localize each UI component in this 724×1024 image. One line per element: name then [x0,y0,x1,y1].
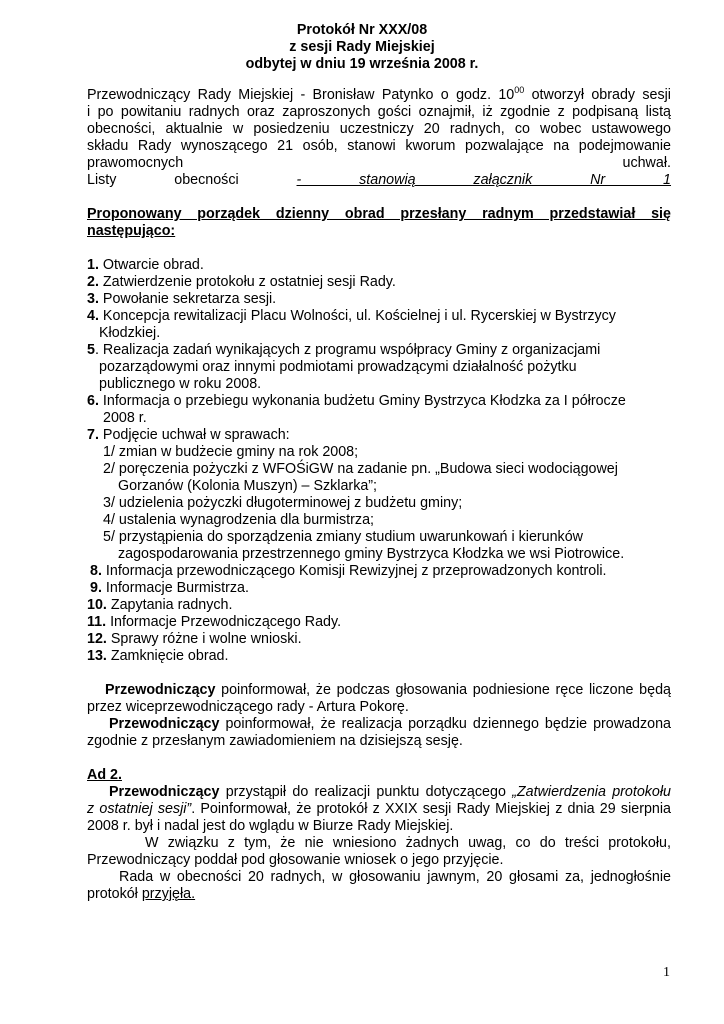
resolution-subitem: 2/ poręczenia pożyczki z WFOŚiGW na zadanie pn. „Budowa sieci wodociągowej [103,461,618,477]
ad2-heading: Ad 2. [87,767,122,783]
agenda-item: 8. Informacja przewodniczącego Komisji Rewizyjnej z przeprowadzonych kontroli. [90,563,607,579]
resolution-subitem: 4/ ustalenia wynagrodzenia dla burmistrza; [103,512,374,528]
agenda-item: 12. Sprawy różne i wolne wnioski. [87,631,302,647]
resolution-subitem: 1/ zmian w budżecie gminy na rok 2008; [103,444,359,460]
resolution-subitem: 3/ udzielenia pożyczki długoterminowej z budżetu gminy; [103,495,463,511]
announcement-paragraphs: Przewodniczący poinformował, że podczas głosowania podniesione ręce liczone będą przez wiceprzewodniczącego rady - Artura Pokorę. Przewodniczący poinformował, że realizacja porządku dziennego będzie prowadzona zgodnie z przesłanym zawiadomieniem na dzisiejszą sesję. [87,682,671,749]
page-number: 1 [663,965,670,980]
document-body [87,87,671,903]
protocol-title: Protokół Nr XXX/08 [296,22,428,38]
agenda-item: 3. Powołanie sekretarza sesji. [87,291,277,307]
resolution-subitem: 5/ przystąpienia do sporządzenia zmiany studium uwarunkowań i kierunków [103,529,583,545]
agenda-item: 4. Koncepcja rewitalizacji Placu Wolności, ul. Kościelnej i ul. Rycerskiej w Bystrzycy [87,308,616,324]
agenda-item: 7. Podjęcie uchwał w sprawach: [87,427,290,443]
agenda-item: 10. Zapytania radnych. [87,597,233,613]
ad2-section: Ad 2. Przewodniczący przystąpił do realizacji punktu dotyczącego „Zatwierdzenia protokołu z ostatniej sesji”. Poinformował, że protokół z XXIX sesji Rady Miejskiej z dnia 29 sierpnia 2008 r. był i nadal jest do wglądu w Biurze Rady Miejskiej. W związku z tym, że nie wniesiono żadnych uwag, co do treści protokołu, Przewodniczący poddał pod głosowanie wniosek o jego przyjęcie. Rada w obecności 20 radnych, w głosowaniu jawnym, 20 głosami za, jednogłośnie protokół przyjęła. [87,767,672,902]
session-date: odbytej w dniu 19 września 2008 r. [245,56,479,72]
agenda-item: 6. Informacja o przebiegu wykonania budżetu Gminy Bystrzyca Kłodzka za I półrocze [87,393,626,409]
agenda-item: 1. Otwarcie obrad. [87,257,204,273]
attendance-note: Listy obecności - stanowią załącznik Nr 1 [87,172,672,188]
agenda-item: 5. Realizacja zadań wynikających z programu współpracy Gminy z organizacjami [87,342,601,358]
agenda-list: 1. Otwarcie obrad. 2. Zatwierdzenie protokołu z ostatniej sesji Rady. 3. Powołanie sekretarza sesji. 4. Koncepcja rewitalizacji Placu Wolności, ul. Kościelnej i ul. Rycerskiej w Bystrzycy Kłodzkiej. 5. Realizacja zadań wynikających z programu współpracy Gminy z organizacjami pozarządowymi oraz innymi podmiotami prowadzącymi działalność pożytku publicznego w roku 2008. 6. Informacja o przebiegu wykonania budżetu Gminy Bystrzyca Kłodzka za I półrocze 2008 r. 7. Podjęcie uchwał w sprawach: 1/ zmian w budżecie gminy na rok 2008; 2/ poręczenia pożyczki z WFOŚiGW na zadanie pn. „Budowa sieci wodociągowej Gorzanów (Kolonia Muszyn) – Szklarka”; 3/ udzielenia pożyczki długoterminowej z budżetu gminy; 4/ ustalenia wynagrodzenia dla burmistrza; 5/ przystąpienia do sporządzenia zmiany studium uwarunkowań i kierunków zagospodarowania przestrzennego gminy Bystrzyca Kłodzka we wsi Piotrowice. 8. Informacja przewodniczącego Komisji Rewizyjnej z przeprowadzonych kontroli. 9. Informacje Burmistrza. 10. Zapytania radnych. 11. Informacje Przewodniczącego Rady. 12. Sprawy różne i wolne wnioski. 13. Zamknięcie obrad. [87,257,671,665]
intro-paragraph: Przewodniczący Rady Miejskiej - Bronisław Patynko o godz. $10^{00}$ otworzył obrady sesji i po powitaniu radnych oraz zaproszonych gości oznajmił, iż zgodnie z podpisaną listą obecności, aktualnie w posiedzeniu uczestniczy 20 radnych, co wobec ustawowego składu Rady wynoszącego 21 osób, stanowi kworum pozwalające na podejmowanie prawomocnych uchwał. Listy obecności - stanowią załącznik Nr 1 [87,85,672,188]
agenda-item: 13. Zamknięcie obrad. [87,648,229,664]
agenda-item: 11. Informacje Przewodniczącego Rady. [87,614,342,630]
agenda-item: 2. Zatwierdzenie protokołu z ostatniej sesji Rady. [87,274,396,290]
agenda-item: 9. Informacje Burmistrza. [90,580,249,596]
agenda-heading: Proponowany porządek dzienny obrad przesłany radnym przedstawiał się następująco: [87,206,671,239]
session-subtitle: z sesji Rady Miejskiej [289,39,435,55]
